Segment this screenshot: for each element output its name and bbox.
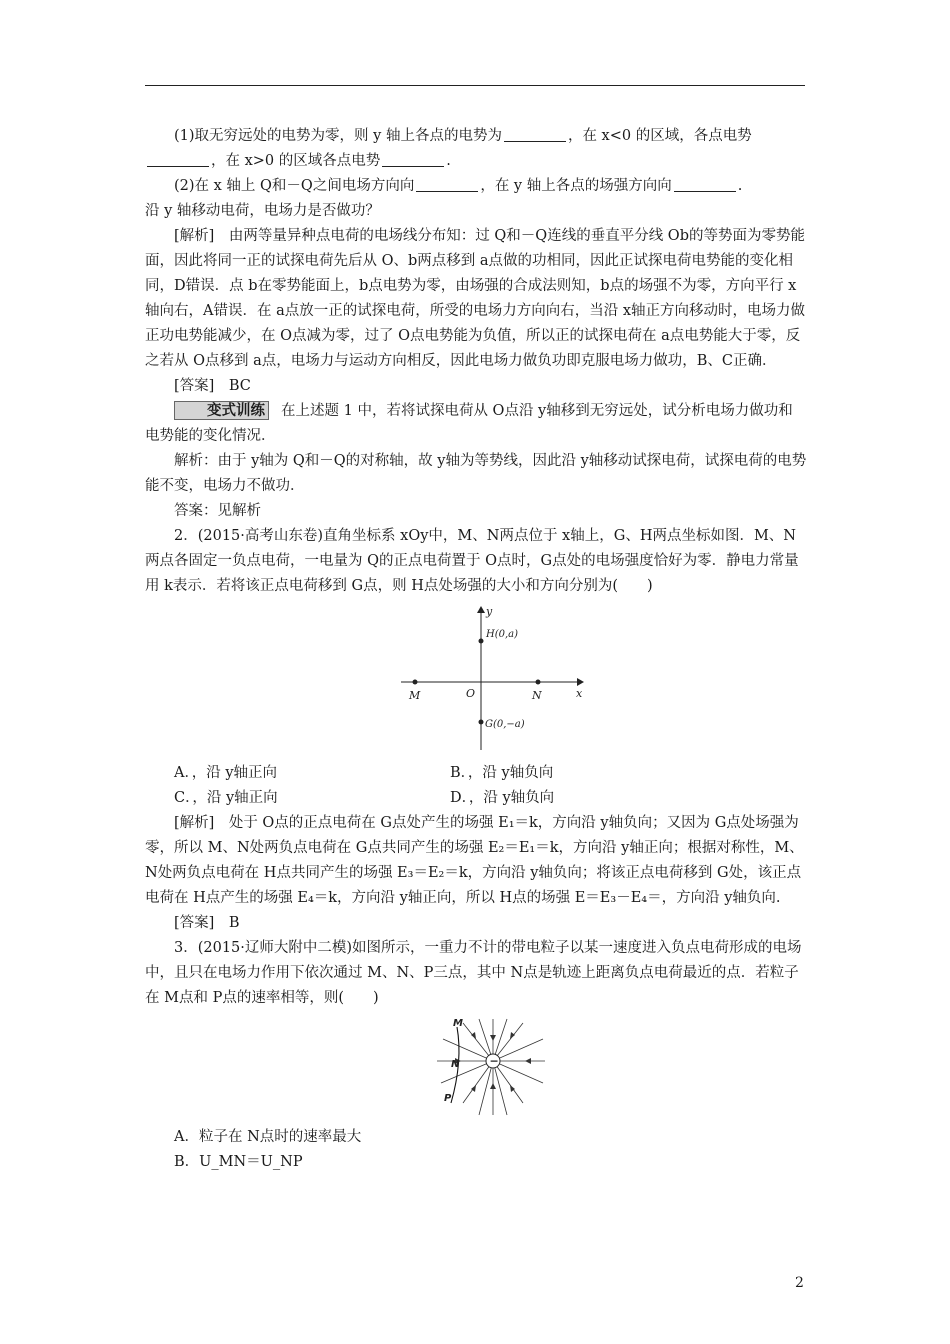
variant-training [145, 399, 807, 449]
q1-part1-text-a: (1)取无穷远处的电势为零，则 y 轴上各点的电势为 [174, 128, 502, 144]
option-d: D．，沿 y轴负向 [450, 790, 555, 806]
answer-2: [答案] B [174, 915, 240, 931]
label-h: H(0,a) [486, 629, 519, 640]
charge-sign: − [489, 1054, 499, 1068]
y-axis-label: y [486, 605, 493, 618]
label-n: N [451, 1059, 460, 1070]
answer-blank [504, 127, 566, 142]
field-line-figure [427, 1017, 547, 1117]
q1-part2-text-a: (2)在 x 轴上 Q和－Q之间电场方向向 [174, 178, 415, 194]
answer-blank [147, 152, 209, 167]
answer-blank [382, 152, 444, 167]
q1-part1-text-b: ，在 x<0 的区域，各点电势 [567, 128, 752, 144]
point-n [536, 680, 541, 685]
q2-options [145, 761, 807, 811]
option-b: B．，沿 y轴负向 [450, 765, 554, 781]
q1-part2-text-c: . [737, 178, 743, 194]
q1-part2-text-b: ，在 y 轴上各点的场强方向向 [480, 178, 672, 194]
label-m: M [409, 689, 421, 702]
label-o: O [466, 687, 476, 700]
question-2: 2．(2015·高考山东卷)直角坐标系 xOy中，M、N两点位于 x轴上，G、H两点坐标如图．M、N两点各固定一负点电荷，一电量为 Q的正点电荷置于 O点时，G点处的电场强度恰好为零．静电力常量用 k表示．若将该正点电荷移到 G点，则 H点处场强的大小和方向分别为( ) [145, 528, 799, 594]
label-m: M [453, 1018, 463, 1029]
analysis-1: [解析] 由两等量异种点电荷的电场线分布知：过 Q和－Q连线的垂直平分线 Ob的等势面为零势能面，因此将同一正的试探电荷先后从 O、b两点移到 a点做的功相同，因此正试探电荷电势能的变化相同，D错误．点 b在零势能面上，b点电势为零，由场强的合成法则知，b点的场强不为零，方向平行 x轴向右，A错误．在 a点放一正的试探电荷，所受的电场力方向向右，当沿 x轴正方向移动时，电场力做正功电势能减少，在 O点减为零，过了 O点电势能为负值，所以正的试探电荷在 a点电势能大于零，反之若从 O点移到 a点，电场力与运动方向相反，因此电场力做负功即克服电场力做功，B、C正确． [145, 228, 806, 369]
x-axis-arrow-icon [577, 678, 584, 686]
variant-text: 在上述题 1 中，若将试探电荷从 O点沿 y轴移到无穷远处，试分析电场力做功和电势能的变化情况． [145, 403, 793, 444]
label-g: G(0,−a) [485, 719, 525, 730]
q1-part2 [145, 174, 807, 199]
variant-analysis: 解析：由于 y轴为 Q和－Q的对称轴，故 y轴为等势线，因此沿 y轴移动试探电荷，试探电荷的电势能不变，电场力不做功． [145, 453, 807, 494]
x-axis-label: x [576, 687, 583, 700]
coordinate-figure [397, 605, 597, 755]
q3-option-a: A．粒子在 N点时的速率最大 [174, 1129, 362, 1145]
label-n: N [532, 689, 542, 702]
q1-part1-text-d: . [446, 153, 451, 169]
answer-blank [674, 177, 736, 192]
answer-blank [416, 177, 478, 192]
analysis-2: [解析] 处于 O点的正点电荷在 G点处产生的场强 E₁＝k，方向沿 y轴负向；又因为 G点处场强为零，所以 M、N处两负点电荷在 G点共同产生的场强 E₂＝E₁＝k，方向沿 y轴正向；根据对称性，M、N处两负点电荷在 H点共同产生的场强 E₃＝E₂＝k，方向沿 y轴负向；将该正点电荷移到 G处，该正点电荷在 H点产生的场强 E₄＝k，方向沿 y轴正向，所以 H点的场强 E＝E₃－E₄＝，方向沿 y轴负向. [145, 815, 804, 906]
option-c: C．，沿 y轴正向 [174, 790, 278, 806]
variant-answer: 答案：见解析 [174, 503, 261, 519]
q1-part1-text-c: ，在 x>0 的区域各点电势 [211, 153, 381, 169]
question-3: 3．(2015·辽师大附中二模)如图所示，一重力不计的带电粒子以某一速度进入负点电荷形成的电场中，且只在电场力作用下依次通过 M、N、P三点，其中 N点是轨迹上距离负点电荷最近的点．若粒子在 M点和 P点的速率相等，则( ) [145, 940, 802, 1006]
header-rule [145, 85, 805, 86]
option-a: A．，沿 y轴正向 [174, 765, 278, 781]
q1-part1 [145, 124, 807, 174]
variant-label: 变式训练 [174, 401, 269, 420]
q3-option-b: B．U_MN＝U_NP [174, 1154, 303, 1170]
q1-part3: 沿 y 轴移动电荷，电场力是否做功？ [145, 203, 380, 219]
page-number: 2 [795, 1275, 804, 1291]
label-p: P [444, 1093, 452, 1104]
answer-1: [答案] BC [174, 378, 251, 394]
point-h [479, 639, 484, 644]
y-axis-arrow-icon [477, 606, 485, 613]
page-content [145, 124, 807, 1175]
point-g [479, 720, 484, 725]
point-m [413, 680, 418, 685]
